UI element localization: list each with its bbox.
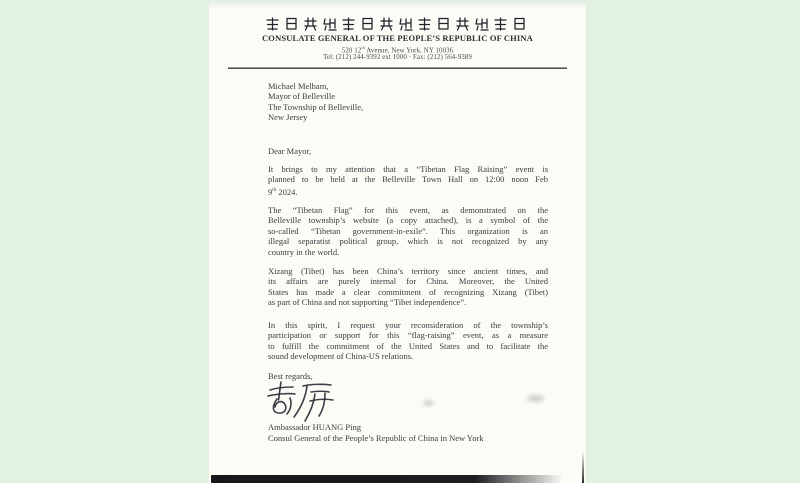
recipient-line: Mayor of Belleville <box>268 91 336 102</box>
date-text: 2024. <box>276 186 298 197</box>
letter-line: its affairs are purely internal for China. Moreover, the United <box>268 276 548 287</box>
scan-shadow-bottom <box>211 475 563 483</box>
letter-line: so-called “Tibetan government-in-exile”. This organization is an <box>268 225 548 236</box>
recipient-line: New Jersey <box>268 112 308 123</box>
letter-line: planned to be held at the Belleville Town Hall on 12:00 noon Feb <box>268 174 548 185</box>
letter-line: The “Tibetan Flag” for this event, as demonstrated on the <box>268 205 548 215</box>
date-text: 9 <box>268 186 273 197</box>
date-superscript: th <box>272 186 277 193</box>
signature-text <box>209 0 210 1</box>
signature-handwritten <box>264 380 342 423</box>
letterhead-english-title: CONSULATE GENERAL OF THE PEOPLE’S REPUBLIC OF CHINA <box>262 33 533 43</box>
letter-line: Xizang (Tibet) has been China’s territory since ancient times, and <box>268 266 548 276</box>
recipient-line: The Township of Belleville, <box>268 101 364 112</box>
address-superscript: th <box>361 45 365 50</box>
recipient-block <box>268 81 548 123</box>
letter-line: as part of China and not supporting “Tibet independence”. <box>268 297 467 308</box>
letter-line: participation or support for this “flag-raising” event, as a measure <box>268 330 548 341</box>
letterhead-address <box>209 45 586 54</box>
scan-smudge <box>423 400 434 406</box>
scan-smudge <box>527 395 544 402</box>
letter-line: In this spirit, I request your reconsideration of the township’s <box>268 320 548 330</box>
letter-line: Belleville township’s website (a copy attached), is a symbol of the <box>268 215 548 226</box>
letter-line <box>268 185 548 197</box>
address-text: 520 12 <box>341 47 362 55</box>
letter-line: to fulfill the commitment of the United States and to facilitate the <box>268 340 548 351</box>
signer-title: Consul General of the People’s Republic of China in New York <box>268 433 484 443</box>
address-text: Avenue, New York, NY 10036 <box>364 47 454 55</box>
scan-shadow-right-edge <box>582 451 584 483</box>
signer-name: Ambassador HUANG Ping <box>268 422 362 432</box>
letter-line: States has made a clear commitment of recognizing Xizang (Tibet) <box>268 286 548 297</box>
paragraph-4 <box>268 320 548 362</box>
closing: Best regards, <box>268 371 313 381</box>
letter-line: It brings to my attention that a “Tibetan Flag Raising” event is <box>268 164 548 174</box>
paragraph-3 <box>268 266 548 308</box>
letter-line: illegal separatist political group, which is not recognized by any <box>268 236 548 247</box>
letter-line: country in the world. <box>268 246 340 257</box>
salutation: Dear Mayor, <box>268 146 312 156</box>
letterhead-divider <box>228 67 567 69</box>
letterhead-chinese-title-glyphs <box>264 16 530 31</box>
recipient-line: Michael Melham, <box>268 81 329 91</box>
letter-line: sound development of China-US relations. <box>268 351 414 362</box>
letterhead-chinese-title <box>209 0 210 1</box>
letter-page <box>209 0 586 483</box>
paragraph-1 <box>268 164 548 197</box>
paragraph-2 <box>268 205 548 257</box>
letterhead-contact: Tel: (212) 244-9392 ext 1000 · Fax: (212) 564-9389 <box>323 54 472 61</box>
